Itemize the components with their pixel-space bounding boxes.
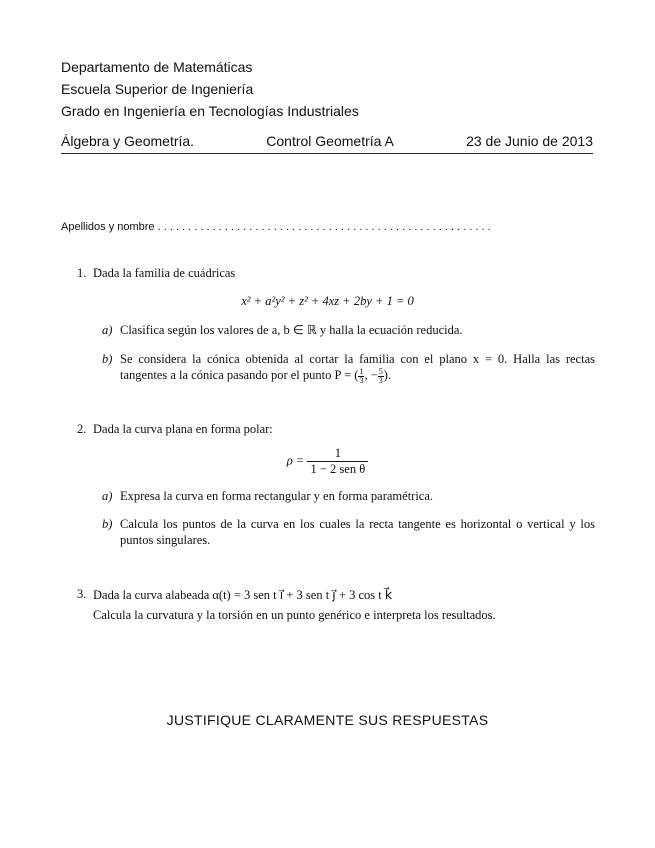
- footer-instruction: JUSTIFIQUE CLARAMENTE SUS RESPUESTAS: [166, 712, 489, 728]
- equation-polar: [0, 446, 655, 477]
- equation-lhs: ρ =: [286, 453, 305, 468]
- item-label: b): [102, 352, 113, 366]
- item-label: b): [102, 517, 113, 531]
- school-line: Escuela Superior de Ingeniería: [61, 81, 254, 97]
- fraction-five-thirds: $\frac{5}{3}$: [378, 366, 383, 385]
- item-label: a): [102, 489, 113, 503]
- exam-info-row: [61, 133, 593, 154]
- item-text: Calcula los puntos de la curva en los cuales la recta tangente es horizontal o vertical y los puntos singulares.: [120, 517, 595, 547]
- item-text: Clasifica según los valores de a, b ∈ ℝ y halla la ecuación reducida.: [120, 323, 463, 337]
- question-number: 1.: [77, 266, 87, 280]
- question-number: 2.: [77, 422, 87, 436]
- degree-line: Grado en Ingeniería en Tecnologías Industriales: [61, 103, 359, 119]
- question-subtext: Calcula la curvatura y la torsión en un punto genérico e interpreta los resultados.: [93, 608, 496, 622]
- subject-title: Álgebra y Geometría.: [61, 133, 195, 149]
- item-text: Expresa la curva en forma rectangular y en forma paramétrica.: [120, 489, 434, 503]
- fraction-one-third: $\frac{1}{3}$: [359, 366, 364, 385]
- equation-quadric: x² + a²y² + z² + 4xz + 2by + 1 = 0: [241, 294, 414, 308]
- question-text: Dada la curva alabeada α(t) = 3 sen t i⃗ + 3 sen t j⃗ + 3 cos t k⃗: [93, 588, 393, 602]
- question-text: Dada la curva plana en forma polar:: [93, 422, 273, 436]
- exam-date: 23 de Junio de 2013: [466, 133, 593, 149]
- question-text: Dada la familia de cuádricas: [93, 266, 236, 280]
- item-label: a): [102, 323, 113, 337]
- name-field-line: Apellidos y nombre . . . . . . . . . . . . . . . . . . . . . . . . . . . . . . . . . . . . . . . . . . . . . . . . . . . . . . .: [61, 221, 491, 233]
- equation-fraction: $\frac{1}{\text{1 − 2 sen θ}}$: [307, 446, 368, 477]
- exam-title: Control Geometría A: [266, 133, 394, 149]
- department-line: Departamento de Matemáticas: [61, 59, 253, 75]
- item-text: Se considera la cónica obtenida al cortar la familia con el plano x = 0. Halla las rectas tangentes a la cónica pasando por el punto P = ( $\frac{1}{3}$ , − $\frac{5}{3}$ ).: [120, 352, 595, 385]
- question-number: 3.: [77, 587, 87, 601]
